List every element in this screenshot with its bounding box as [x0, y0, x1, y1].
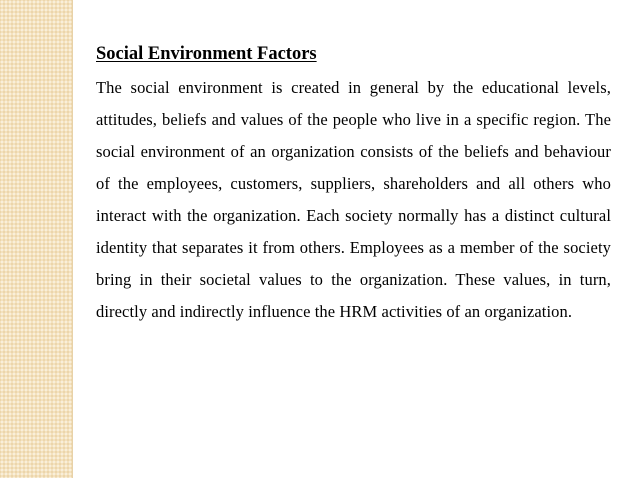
decorative-side-strip: [0, 0, 73, 478]
slide-paragraph: The social environment is created in general by the educational levels, attitudes, beliefs and values of the people who live in a specific region. The social environment of an organization consists of the beliefs and behaviour of the employees, customers, suppliers, shareholders and all others who interact with the organization. Each society normally has a distinct cultural identity that separates it from others. Employees as a member of the society bring in their societal values to the organization. These values, in turn, directly and indirectly influence the HRM activities of an organization.: [96, 78, 611, 321]
slide-title: Social Environment Factors: [96, 44, 317, 64]
slide-content: [96, 43, 611, 328]
